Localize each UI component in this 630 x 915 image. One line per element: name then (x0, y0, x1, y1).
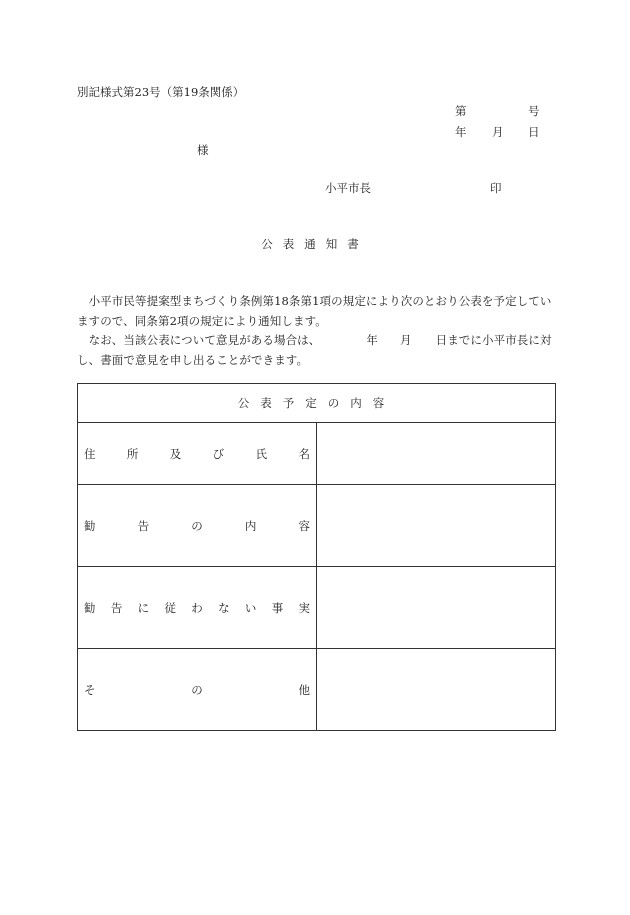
label-char: の (191, 518, 203, 533)
opinion-text-start: なお、当該公表について意見がある場合は、 (77, 333, 321, 347)
table-row (78, 423, 556, 485)
label-noncompliance (84, 600, 310, 616)
label-char: 告 (137, 518, 150, 533)
noncompliance-value (317, 567, 556, 649)
label-char: な (218, 600, 230, 615)
label-char: 及 (169, 446, 182, 461)
label-char: 所 (126, 446, 139, 461)
opinion-paragraph (77, 331, 557, 370)
row-label (78, 485, 317, 567)
label-address-name (84, 446, 310, 462)
table-row (78, 485, 556, 567)
label-char: 告 (110, 600, 123, 615)
address-name-value (317, 423, 556, 485)
addressee: 様 (197, 143, 209, 157)
date-year-label: 年 (455, 125, 467, 139)
label-char: の (191, 682, 203, 697)
opinion-text-end: 日までに小平市長に対し、書面で意見を申し出ることができます。 (77, 333, 552, 367)
row-label (78, 567, 317, 649)
recommendation-value (317, 485, 556, 567)
document-title: 公表通知書 (261, 237, 369, 251)
label-char: 勧 (84, 518, 96, 533)
date-day-label: 日 (528, 125, 540, 139)
table-row (78, 567, 556, 649)
label-char: に (137, 600, 150, 615)
label-char: 内 (244, 518, 257, 533)
label-char: 勧 (84, 600, 96, 615)
issuer-name: 小平市長 (325, 181, 371, 195)
label-char: 実 (298, 600, 310, 615)
label-char: 名 (298, 446, 310, 461)
label-char: 他 (298, 682, 310, 697)
label-char: 容 (298, 518, 310, 533)
date-month-label: 月 (492, 125, 504, 139)
label-recommendation (84, 518, 310, 534)
label-other (84, 682, 310, 698)
table-header: 公表予定の内容 (78, 384, 556, 423)
label-char: 事 (271, 600, 284, 615)
number-prefix: 第 (455, 104, 467, 118)
label-char: 住 (84, 446, 96, 461)
row-label (78, 423, 317, 485)
number-suffix: 号 (528, 104, 540, 118)
deadline-month-label: 月 (399, 333, 412, 347)
form-number: 別記様式第23号（第19条関係） (77, 85, 245, 99)
row-label (78, 649, 317, 731)
label-char: 従 (164, 600, 176, 615)
label-char: び (212, 446, 225, 461)
notice-paragraph: 小平市民等提案型まちづくり条例第18条第1項の規定により次のとおり公表を予定していますので、同条第2項の規定により通知します。 (77, 294, 552, 328)
label-char: そ (84, 682, 96, 697)
publication-content-table (77, 383, 556, 731)
other-value (317, 649, 556, 731)
table-row (78, 649, 556, 731)
deadline-year-label: 年 (366, 333, 378, 347)
label-char: い (244, 600, 257, 615)
label-char: わ (191, 600, 203, 615)
seal-mark: 印 (490, 181, 502, 195)
label-char: 氏 (255, 446, 268, 461)
